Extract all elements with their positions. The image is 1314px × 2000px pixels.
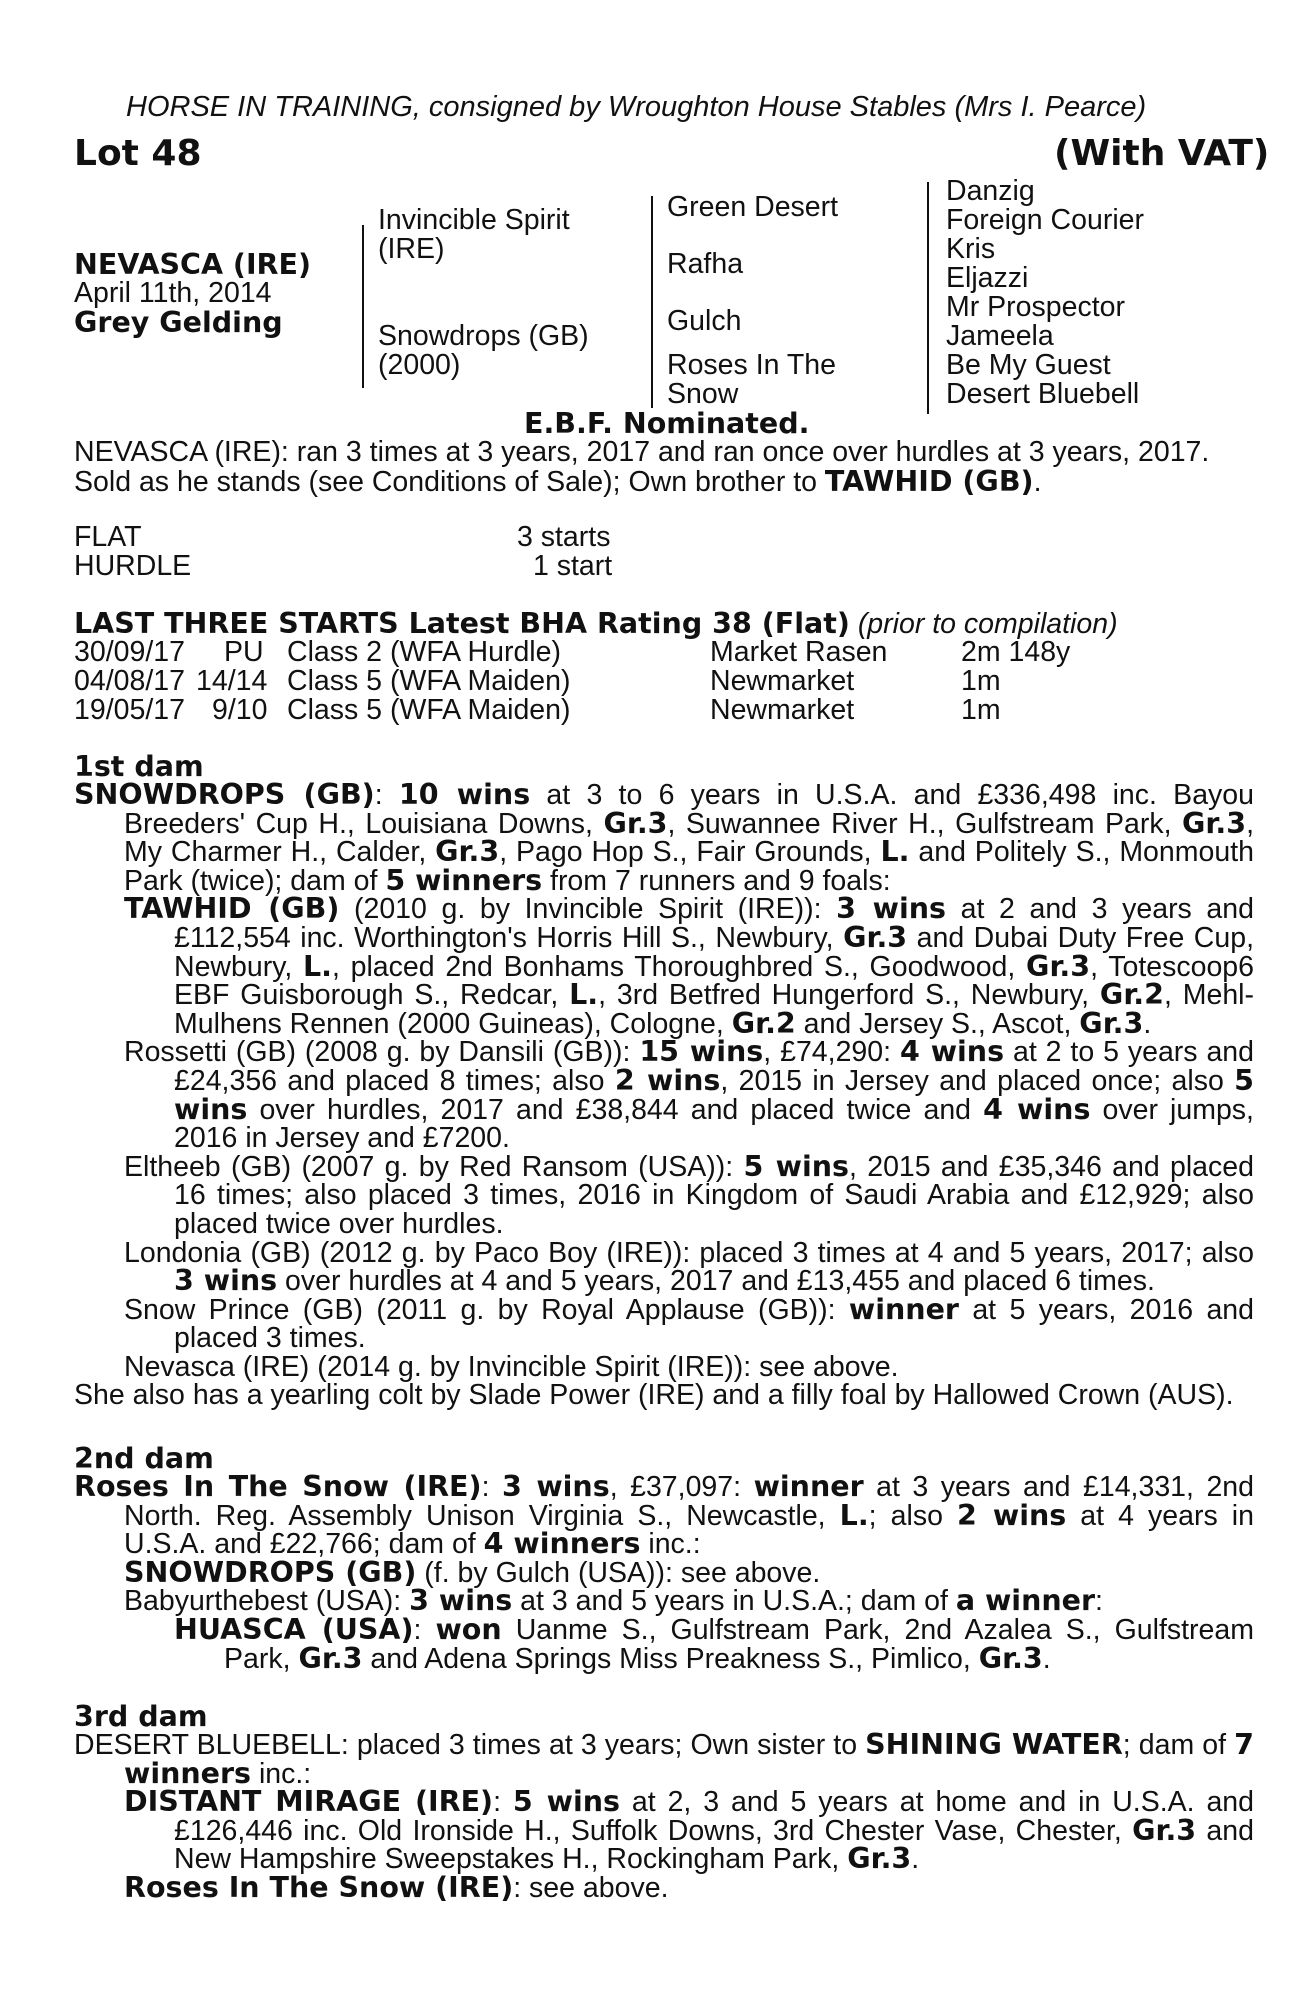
text: Eltheeb (GB) (2007 g. by Red Ransom (USA)): [124, 1150, 744, 1183]
dam1-heading: 1st dam [74, 750, 204, 783]
gen3-8: Desert Bluebell [946, 378, 1140, 410]
start-row-1-race: Class 2 (WFA Hurdle) [287, 636, 561, 668]
start-row-1-pos: PU [224, 636, 264, 668]
dam3-heading: 3rd dam [74, 1700, 208, 1733]
text: , 2015 and £35,346 and placed 16 times; also placed 3 times, 2016 in Kingdom of Saudi Arabia and £12,929; also placed twice over hurdles. [174, 1150, 1254, 1240]
text: inc.: [640, 1528, 701, 1561]
bold-text: won [435, 1612, 502, 1646]
bold-text: TAWHID (GB) [124, 892, 340, 926]
dam1-produce-1 [74, 892, 1255, 1040]
text: : [481, 1471, 502, 1503]
dam3-intro [74, 1728, 1254, 1790]
bold-text: 5 winners [385, 863, 543, 897]
text: Nevasca (IRE) (2014 g. by Invincible Spirit (IRE)): see above. [124, 1350, 899, 1383]
sire-sire: Green Desert [667, 191, 839, 223]
gen3-1: Danzig [946, 175, 1035, 207]
text: (2010 g. by Invincible Spirit (IRE)): [339, 893, 837, 926]
gen3-2: Foreign Courier [946, 204, 1144, 236]
text: Babyurthebest (USA): [124, 1585, 410, 1618]
bold-text: 5 wins [174, 1063, 1254, 1126]
text: and New Hampshire Sweepstakes H., Rockingham Park, [174, 1814, 1254, 1876]
dam1-intro [74, 778, 1254, 897]
dam1-footer: She also has a yearling colt by Slade Power (IRE) and a filly foal by Hallowed Crown (AUS). [74, 1379, 1234, 1412]
bold-text: L. [569, 978, 599, 1012]
bold-text: 3 wins [836, 892, 946, 926]
text: DESERT BLUEBELL: placed 3 times at 3 years; Own sister to [74, 1729, 866, 1761]
bold-text: Roses In The Snow (IRE) [74, 1470, 482, 1503]
vat-note: (With VAT) [1054, 133, 1270, 174]
start-row-3-date: 19/05/17 [74, 694, 185, 726]
text: over hurdles, 2017 and £38,844 and placed twice and [247, 1093, 984, 1126]
bold-text: Gr.3 [978, 1641, 1043, 1675]
summary-line-2: Sold as he stands (see Conditions of Sale); Own brother to TAWHID (GB). [74, 465, 1042, 498]
dam3-section [74, 1728, 1254, 1904]
text: and Jersey S., Ascot, [795, 1007, 1080, 1040]
bold-text: 5 wins [743, 1149, 849, 1183]
bold-text: HUASCA (USA) [174, 1612, 414, 1646]
text: Rossetti (GB) (2008 g. by Dansili (GB)): [124, 1036, 640, 1069]
bold-text: a winner [955, 1584, 1096, 1618]
dam3-produce-2 [74, 1870, 1254, 1904]
ebf-nomination: E.B.F. Nominated. [524, 407, 810, 440]
horse-description: Grey Gelding [74, 306, 283, 339]
text: : [1095, 1585, 1103, 1618]
pedigree-bracket-1 [362, 225, 364, 388]
dam1-produce-3 [74, 1149, 1254, 1240]
bold-text: Gr.3 [435, 835, 500, 869]
bold-text: L. [880, 835, 910, 869]
text: (f. by Gulch (USA)): see above. [416, 1556, 821, 1589]
text: : see above. [513, 1871, 669, 1904]
dam1-section [74, 778, 1255, 1412]
start-row-2-pos: 14/14 [196, 665, 268, 697]
record-hurdle-type: HURDLE [74, 550, 192, 582]
bold-text: SHINING WATER [865, 1728, 1123, 1761]
record-flat-starts: 3 starts [517, 521, 611, 553]
last-starts-heading: LAST THREE STARTS Latest BHA Rating 38 (Flat) (prior to compilation) [74, 607, 1118, 640]
text: . [1143, 1007, 1152, 1040]
start-row-1-distance: 2m 148y [961, 636, 1071, 668]
dam2-grandproduce-1 [74, 1612, 1254, 1675]
bold-text: 3 wins [174, 1264, 278, 1298]
bold-text: 10 wins [398, 778, 531, 811]
text: from 7 runners and 9 foals: [542, 864, 891, 897]
text: , placed 2nd Bonhams Thoroughbred S., Goodwood, [331, 950, 1027, 983]
text: ; dam of [1122, 1729, 1235, 1761]
text: and Dubai Duty Free Cup, Newbury, [174, 921, 1255, 983]
record-flat-type: FLAT [74, 521, 142, 553]
dam2-produce-1 [74, 1555, 1254, 1589]
bold-text: winner [848, 1292, 959, 1326]
bold-text: 5 wins [512, 1785, 620, 1819]
dam3-produce-1 [74, 1785, 1254, 1876]
pedigree-bracket-3 [927, 182, 929, 414]
bold-text: winner [753, 1470, 864, 1503]
bold-text: 2 wins [614, 1063, 721, 1097]
text: over jumps, 2016 in Jersey and £7200. [174, 1093, 1254, 1155]
sire-dam: Rafha [667, 248, 744, 280]
text: , 3rd Betfred Hungerford S., Newbury, [598, 979, 1100, 1012]
bold-text: L. [302, 949, 332, 983]
bold-text: 4 wins [899, 1035, 1005, 1069]
bold-text: Gr.2 [1099, 978, 1164, 1012]
bold-text: Gr.3 [603, 806, 668, 840]
bold-text: SNOWDROPS (GB) [74, 778, 375, 811]
foaling-date: April 11th, 2014 [74, 277, 272, 309]
gen3-3: Kris [946, 233, 996, 265]
text: , Mehl-Mulhens Rennen (2000 Guineas), Cologne, [174, 979, 1255, 1040]
bold-text: 3 wins [409, 1584, 513, 1618]
text: Londonia (GB) (2012 g. by Paco Boy (IRE)): placed 3 times at 4 and 5 years, 2017; also [124, 1236, 1254, 1269]
bold-text: Gr.3 [847, 1842, 912, 1876]
text: at 2 and 3 years and £112,554 inc. Worthington's Horris Hill S., Newbury, [174, 893, 1254, 954]
start-row-1-course: Market Rasen [710, 636, 888, 668]
bold-text: 2 wins [957, 1498, 1067, 1532]
text: , £74,290: [763, 1036, 900, 1069]
record-hurdle-starts: 1 start [533, 550, 613, 582]
start-row-2-date: 04/08/17 [74, 665, 185, 697]
gen3-4: Eljazzi [946, 262, 1029, 294]
bold-text: 3 wins [501, 1470, 610, 1503]
bold-text: Gr.2 [731, 1006, 796, 1040]
text: at 5 years, 2016 and placed 3 times. [174, 1293, 1254, 1355]
text: at 2 to 5 years and £24,356 and placed 8 times; also [174, 1036, 1255, 1097]
dam-dam-line2: Snow [667, 378, 739, 410]
dam1-produce-4 [74, 1236, 1254, 1298]
horse-name: NEVASCA (IRE) [74, 248, 311, 281]
bold-text: 4 wins [983, 1092, 1091, 1126]
text: ; also [868, 1499, 957, 1532]
brother-name: TAWHID (GB) [824, 465, 1034, 498]
text: inc.: [251, 1757, 312, 1790]
bold-text: Gr.3 [1182, 806, 1247, 840]
text: at 3 and 5 years in U.S.A.; dam of [512, 1585, 956, 1618]
start-row-3-race: Class 5 (WFA Maiden) [287, 694, 571, 726]
bold-text: Gr.3 [1079, 1006, 1144, 1040]
dam2-heading: 2nd dam [74, 1442, 214, 1475]
pedigree-bracket-2 [651, 196, 653, 408]
dam1-produce-2 [74, 1035, 1255, 1155]
bold-text: L. [839, 1498, 869, 1532]
dam-dam-line1: Roses In The [667, 349, 836, 381]
text: : [413, 1613, 436, 1646]
text: , Pago Hop S., Fair Grounds, [499, 836, 881, 869]
text: at 4 years in U.S.A. and £22,766; dam of [124, 1499, 1254, 1561]
bold-text: Roses In The Snow (IRE) [124, 1870, 514, 1904]
text: over hurdles at 4 and 5 years, 2017 and £13,455 and placed 6 times. [277, 1265, 1155, 1298]
start-row-3-distance: 1m [961, 694, 1001, 726]
bold-text: DISTANT MIRAGE (IRE) [124, 1785, 494, 1819]
start-row-2-distance: 1m [961, 665, 1001, 697]
bold-text: 4 winners [483, 1527, 641, 1561]
text: . [1042, 1642, 1051, 1675]
lot-number: Lot 48 [74, 133, 202, 174]
gen3-5: Mr Prospector [946, 291, 1125, 323]
gen3-6: Jameela [946, 320, 1054, 352]
dam2-section [74, 1470, 1254, 1675]
bold-text: Gr.3 [1132, 1813, 1197, 1847]
start-row-3-pos: 9/10 [212, 694, 268, 726]
bold-text: SNOWDROPS (GB) [124, 1555, 417, 1589]
bold-text: Gr.3 [298, 1641, 363, 1675]
start-row-2-race: Class 5 (WFA Maiden) [287, 665, 571, 697]
dam-name: Snowdrops (GB) [378, 320, 589, 352]
text: , 2015 in Jersey and placed once; also [720, 1064, 1235, 1097]
consignment-line: HORSE IN TRAINING, consigned by Wroughton House Stables (Mrs I. Pearce) [126, 91, 1147, 123]
dam1-produce-6 [74, 1350, 1254, 1383]
text: and Politely S., Monmouth Park (twice); dam of [124, 836, 1254, 897]
bold-text: Gr.3 [1026, 949, 1091, 983]
dam-year: (2000) [378, 349, 461, 381]
sire-name: Invincible Spirit [378, 204, 570, 236]
text: , Suwannee River H., Gulfstream Park, [667, 807, 1183, 840]
bold-text: Gr.3 [843, 920, 908, 954]
sire-country: (IRE) [378, 233, 445, 265]
dam2-produce-2 [74, 1584, 1254, 1618]
text: , Totescoop6 EBF Guisborough S., Redcar, [174, 950, 1254, 1012]
bold-text: 7 winners [124, 1728, 1254, 1790]
text: , £37,097: [609, 1471, 754, 1503]
summary-line-1: NEVASCA (IRE): ran 3 times at 3 years, 2017 and ran once over hurdles at 3 years, 2017. [74, 436, 1210, 468]
start-row-3-course: Newmarket [710, 694, 855, 726]
dam-sire: Gulch [667, 305, 742, 337]
text: . [911, 1843, 920, 1876]
text: at 3 to 6 years in U.S.A. and £336,498 inc. Bayou Breeders' Cup H., Louisiana Downs, [124, 779, 1254, 840]
dam2-intro [74, 1470, 1254, 1561]
start-row-1-date: 30/09/17 [74, 636, 185, 668]
gen3-7: Be My Guest [946, 349, 1111, 381]
bold-text: 15 wins [639, 1035, 764, 1069]
text: and Adena Springs Miss Preakness S., Pimlico, [362, 1642, 979, 1675]
text: : [374, 779, 399, 811]
text: , My Charmer H., Calder, [124, 807, 1254, 869]
text: Uanme S., Gulfstream Park, 2nd Azalea S., Gulfstream Park, [224, 1613, 1254, 1675]
text: at 2, 3 and 5 years at home and in U.S.A. and £126,446 inc. Old Ironside H., Suffolk Downs, 3rd Chester Vase, Chester, [174, 1786, 1254, 1847]
text: at 3 years and £14,331, 2nd North. Reg. Assembly Unison Virginia S., Newcastle, [124, 1471, 1254, 1532]
dam1-produce-5 [74, 1292, 1254, 1355]
text: : [493, 1786, 513, 1819]
start-row-2-course: Newmarket [710, 665, 855, 697]
text: Snow Prince (GB) (2011 g. by Royal Applause (GB)): [124, 1293, 849, 1326]
